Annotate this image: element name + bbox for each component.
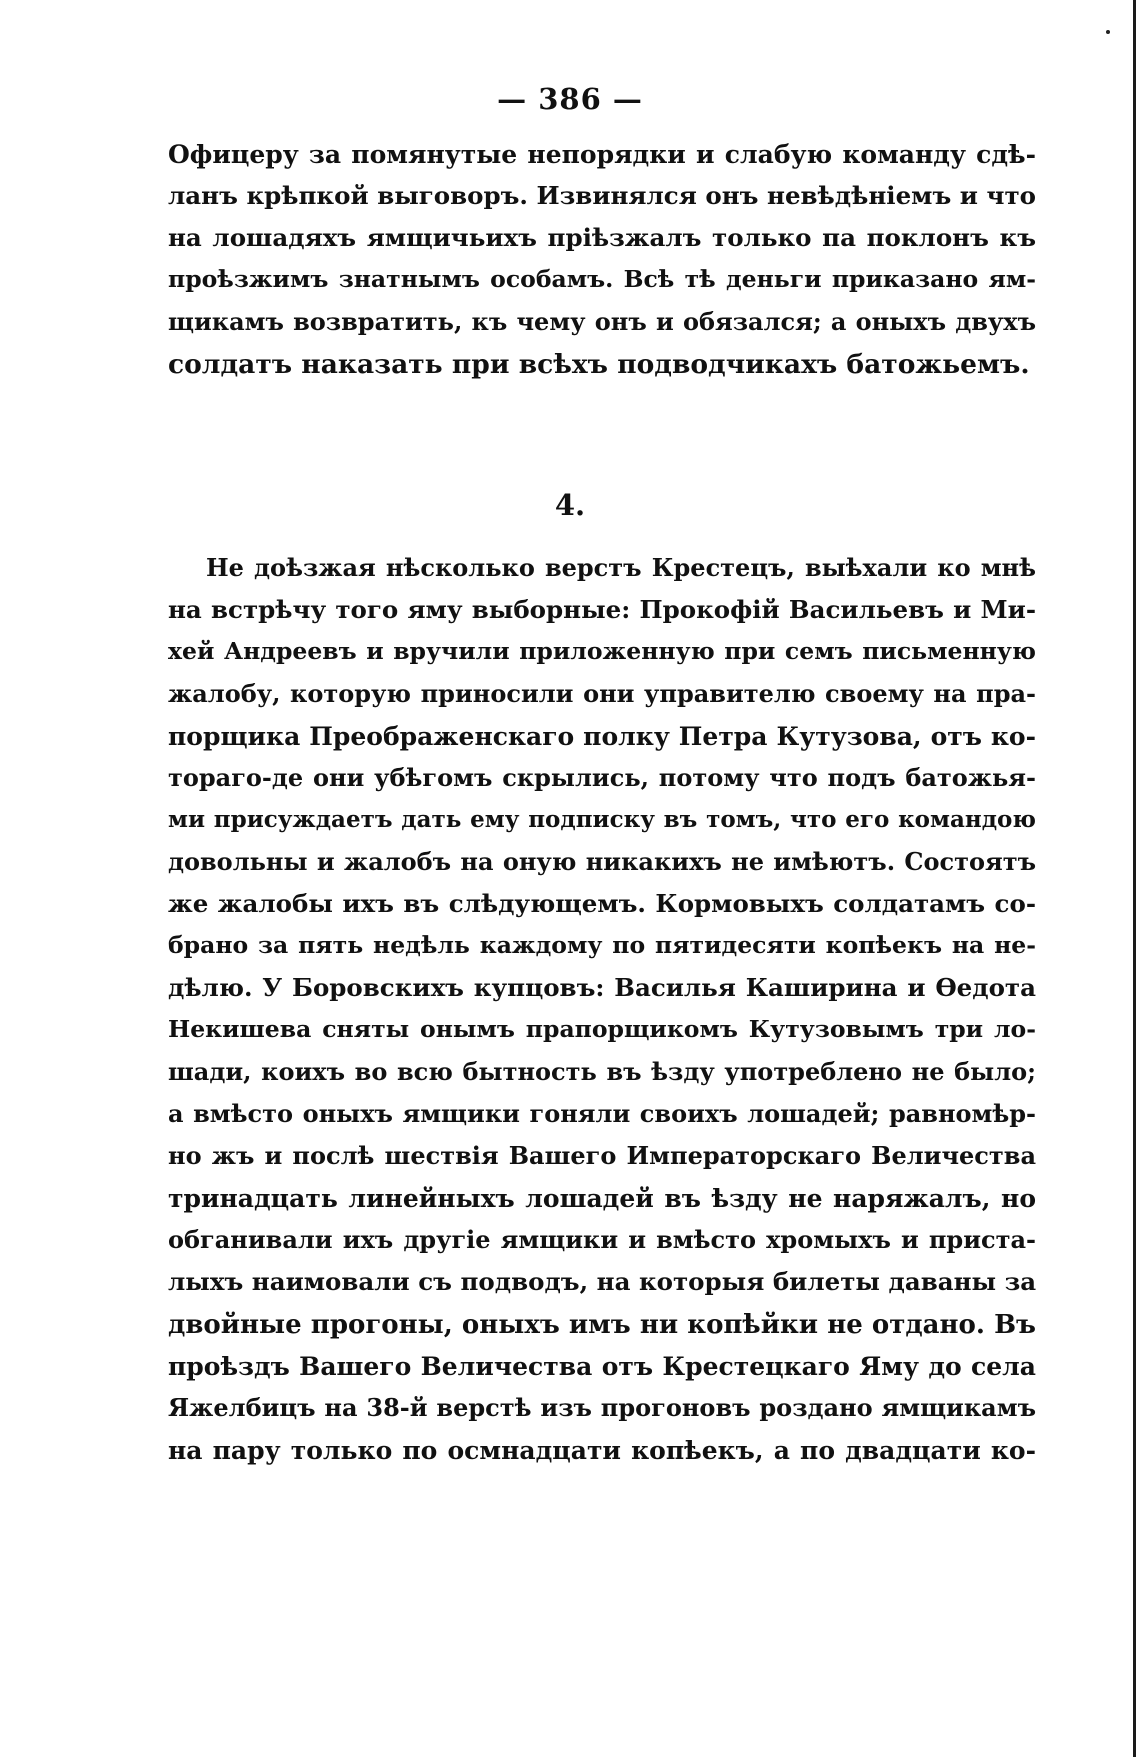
text-line: на пару только по осмнадцати копѣекъ, а по двадцати ко- <box>168 1436 1036 1465</box>
text-line: проѣзжимъ знатнымъ особамъ. Всѣ тѣ деньги приказано ям- <box>168 265 1036 293</box>
text-line: хей Андреевъ и вручили приложенную при семъ письменную <box>168 637 1036 665</box>
print-speck <box>1106 30 1110 34</box>
text-line: но жъ и послѣ шествія Вашего Императорскаго Величества <box>168 1141 1036 1170</box>
text-line: брано за пять недѣль каждому по пятидесяти копѣекъ на не- <box>168 931 1036 959</box>
text-line: щикамъ возвратить, къ чему онъ и обязался; а оныхъ двухъ <box>168 307 1036 336</box>
text-line: на лошадяхъ ямщичьихъ пріѣзжалъ только па поклонъ къ <box>168 223 1036 252</box>
text-line: проѣздъ Вашего Величества отъ Крестецкаго Яму до села <box>168 1352 1036 1381</box>
text-line: шади, коихъ во всю бытность въ ѣзду употреблено не было; <box>168 1057 1036 1086</box>
text-line: а вмѣсто оныхъ ямщики гоняли своихъ лошадей; равномѣр- <box>168 1099 1036 1128</box>
text-line: ми присуждаетъ дать ему подписку въ томъ, что его командою <box>168 806 1036 833</box>
page-number: — 386 — <box>497 82 643 116</box>
section-number: 4. <box>554 488 586 522</box>
text-line: дѣлю. У Боровскихъ купцовъ: Василья Каширина и Ѳедота <box>168 973 1036 1002</box>
text-line: Офицеру за помянутые непорядки и слабую команду сдѣ- <box>168 140 1036 169</box>
text-line: обганивали ихъ другіе ямщики и вмѣсто хромыхъ и приста- <box>168 1225 1036 1254</box>
text-line: Не доѣзжая нѣсколько верстъ Крестецъ, выѣхали ко мнѣ <box>206 553 1036 582</box>
text-line: жалобу, которую приносили они управителю своему на пра- <box>168 679 1036 708</box>
page-edge-border <box>1133 0 1136 1757</box>
text-line: ланъ крѣпкой выговоръ. Извинялся онъ невѣдѣніемъ и что <box>168 181 1036 210</box>
text-line: лыхъ наимовали съ подводъ, на которыя билеты даваны за <box>168 1267 1037 1296</box>
text-line: тораго-де они убѣгомъ скрылись, потому что подъ батожья- <box>168 763 1036 792</box>
text-line: Яжелбицъ на 38-й верстѣ изъ прогоновъ роздано ямщикамъ <box>168 1393 1036 1422</box>
text-line: Некишева сняты онымъ прапорщикомъ Кутузовымъ три ло- <box>168 1015 1036 1043</box>
text-line: на встрѣчу того яму выборные: Прокофій Васильевъ и Ми- <box>168 595 1036 624</box>
text-line: порщика Преображенскаго полку Петра Кутузова, отъ ко- <box>168 722 1036 751</box>
text-line: солдатъ наказать при всѣхъ подводчикахъ батожьемъ. <box>168 349 1030 380</box>
text-line: же жалобы ихъ въ слѣдующемъ. Кормовыхъ солдатамъ со- <box>168 889 1036 918</box>
text-line: довольны и жалобъ на оную никакихъ не имѣютъ. Состоятъ <box>168 847 1036 876</box>
text-line: тринадцать линейныхъ лошадей въ ѣзду не наряжалъ, но <box>168 1184 1036 1213</box>
text-line: двойные прогоны, оныхъ имъ ни копѣйки не отдано. Въ <box>168 1310 1036 1340</box>
